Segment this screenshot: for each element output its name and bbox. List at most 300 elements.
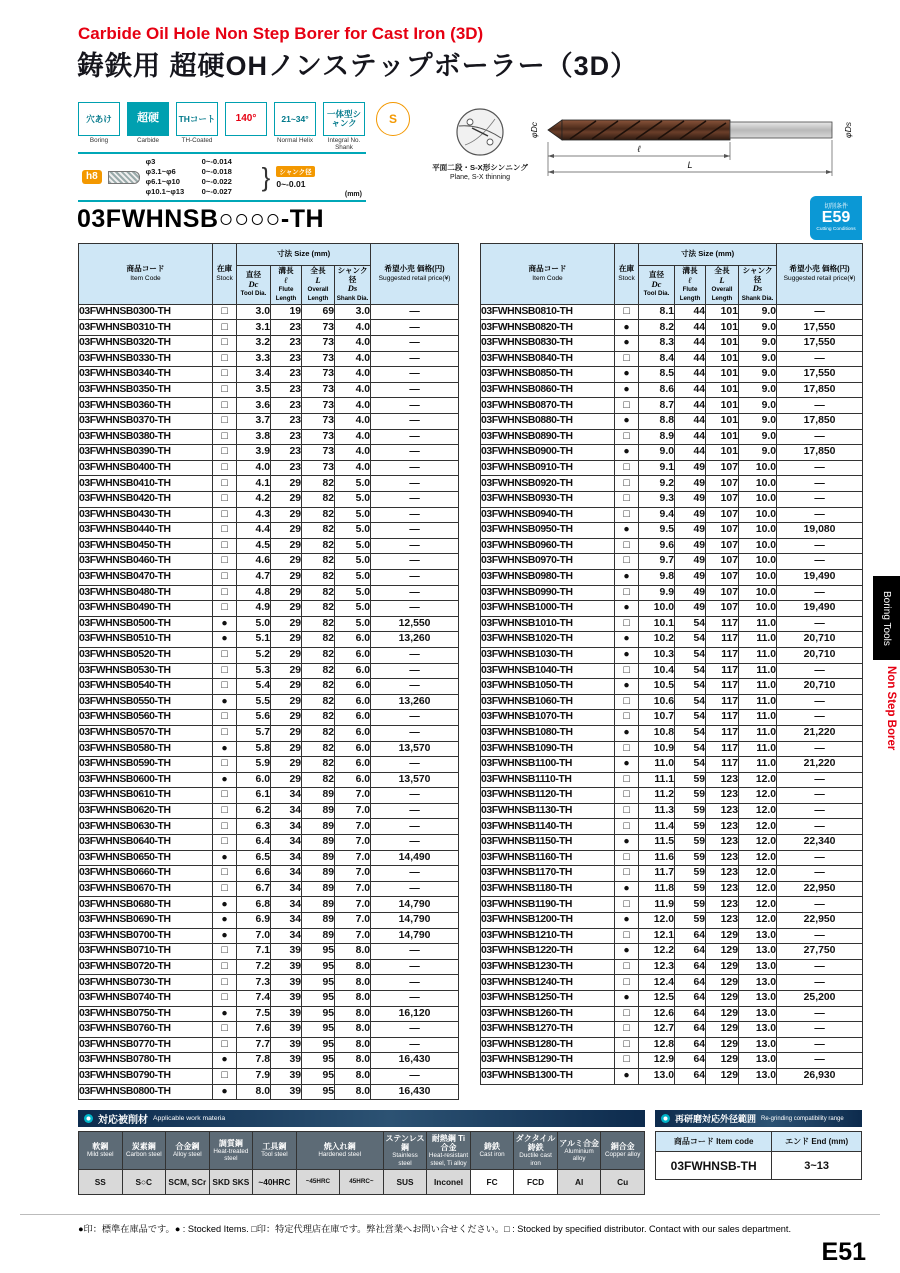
tolerance-value: 0~-0.014 — [201, 157, 232, 166]
cell-overall-length: 123 — [706, 850, 739, 866]
cell-flute-length: 29 — [271, 632, 302, 648]
cell-price: — — [777, 959, 863, 975]
col-header-price: 希望小売 価格(円) Suggested retail price(¥) — [371, 244, 459, 305]
cell-stock: □ — [213, 523, 237, 539]
work-material-bar-title-en: Applicable work materia — [153, 1115, 226, 1122]
cell-shank-dia: 6.0 — [335, 772, 371, 788]
cell-item-code: 03FWHNSB1280-TH — [481, 1037, 615, 1053]
cell-overall-length: 107 — [706, 538, 739, 554]
table-row — [481, 757, 863, 773]
cell-tool-dia: 11.5 — [639, 835, 675, 851]
cell-shank-dia: 11.0 — [739, 694, 777, 710]
cell-item-code: 03FWHNSB1040-TH — [481, 663, 615, 679]
cell-tool-dia: 8.4 — [639, 351, 675, 367]
cell-flute-length: 59 — [675, 850, 706, 866]
regrind-bar-title-ja: 再研磨対応外径範囲 — [675, 1114, 757, 1124]
cell-overall-length: 107 — [706, 523, 739, 539]
cell-shank-dia: 4.0 — [335, 367, 371, 383]
cell-overall-length: 117 — [706, 663, 739, 679]
cell-shank-dia: 9.0 — [739, 414, 777, 430]
cell-shank-dia: 5.0 — [335, 507, 371, 523]
cell-tool-dia: 9.7 — [639, 554, 675, 570]
table-row — [481, 460, 863, 476]
cell-shank-dia: 9.0 — [739, 336, 777, 352]
cell-overall-length: 123 — [706, 819, 739, 835]
cell-tool-dia: 8.9 — [639, 429, 675, 445]
cell-shank-dia: 6.0 — [335, 632, 371, 648]
cell-flute-length: 23 — [271, 336, 302, 352]
cell-item-code: 03FWHNSB1100-TH — [481, 757, 615, 773]
cell-price: 17,850 — [777, 382, 863, 398]
table-row — [79, 897, 459, 913]
material-header-cell — [470, 1132, 514, 1170]
material-name-en: Hardened steel — [318, 1151, 362, 1159]
cell-overall-length: 123 — [706, 835, 739, 851]
cell-tool-dia: 9.3 — [639, 492, 675, 508]
cell-price: 22,950 — [777, 913, 863, 929]
table-row — [79, 850, 459, 866]
cell-tool-dia: 12.5 — [639, 991, 675, 1007]
cell-item-code: 03FWHNSB0450-TH — [79, 538, 213, 554]
cell-item-code: 03FWHNSB0400-TH — [79, 460, 213, 476]
cell-shank-dia: 4.0 — [335, 445, 371, 461]
spec-icon-box: 穴あけ — [78, 102, 120, 136]
cell-tool-dia: 11.4 — [639, 819, 675, 835]
col-header-item-code: 商品コード Item Code — [79, 244, 213, 305]
cell-flute-length: 44 — [675, 414, 706, 430]
cell-shank-dia: 8.0 — [335, 1084, 371, 1100]
cell-flute-length: 29 — [271, 523, 302, 539]
material-name-ja: 工具鋼 — [262, 1142, 287, 1152]
cell-flute-length: 64 — [675, 991, 706, 1007]
side-tab-non-step-borer: Non Step Borer — [885, 666, 897, 751]
cell-flute-length: 23 — [271, 445, 302, 461]
cell-stock: ● — [615, 725, 639, 741]
cell-overall-length: 129 — [706, 991, 739, 1007]
cell-stock: □ — [615, 803, 639, 819]
work-material-section-bar — [78, 1110, 645, 1127]
cell-overall-length: 95 — [302, 991, 335, 1007]
cell-shank-dia: 5.0 — [335, 616, 371, 632]
regrind-code-cell: 03FWHNSB-TH — [656, 1152, 772, 1180]
table-row — [481, 1068, 863, 1084]
model-code-heading: 03FWHNSB○○○○-TH — [77, 205, 325, 233]
tolerance-value: 0~-0.027 — [201, 187, 232, 196]
material-name-ja: 調質鋼 — [218, 1138, 243, 1148]
cell-shank-dia: 7.0 — [335, 819, 371, 835]
cell-tool-dia: 12.8 — [639, 1037, 675, 1053]
cell-shank-dia: 13.0 — [739, 991, 777, 1007]
cell-stock: ● — [615, 679, 639, 695]
cell-flute-length: 39 — [271, 1068, 302, 1084]
cell-flute-length: 54 — [675, 694, 706, 710]
tolerance-value: 0~-0.018 — [201, 167, 232, 176]
cell-item-code: 03FWHNSB0930-TH — [481, 492, 615, 508]
cell-tool-dia: 6.6 — [237, 866, 271, 882]
cell-tool-dia: 11.3 — [639, 803, 675, 819]
table-row — [481, 694, 863, 710]
cell-item-code: 03FWHNSB0500-TH — [79, 616, 213, 632]
cell-item-code: 03FWHNSB1000-TH — [481, 601, 615, 617]
table-row — [481, 803, 863, 819]
cell-overall-length: 107 — [706, 585, 739, 601]
cell-flute-length: 29 — [271, 772, 302, 788]
cell-item-code: 03FWHNSB0510-TH — [79, 632, 213, 648]
cell-flute-length: 29 — [271, 492, 302, 508]
cell-item-code: 03FWHNSB0670-TH — [79, 881, 213, 897]
tolerance-table — [146, 157, 256, 197]
table-row — [481, 944, 863, 960]
cell-price: — — [371, 757, 459, 773]
cell-item-code: 03FWHNSB0600-TH — [79, 772, 213, 788]
cell-item-code: 03FWHNSB1020-TH — [481, 632, 615, 648]
table-row — [481, 367, 863, 383]
cell-tool-dia: 8.7 — [639, 398, 675, 414]
cell-price: — — [371, 788, 459, 804]
material-value-cell: Inconel — [427, 1169, 471, 1194]
material-name-ja: 耐熱鋼 Ti合金 — [431, 1134, 466, 1153]
cell-tool-dia: 8.3 — [639, 336, 675, 352]
cell-overall-length: 89 — [302, 788, 335, 804]
cell-price: — — [371, 460, 459, 476]
ds-label: φDs — [843, 122, 853, 138]
cell-flute-length: 23 — [271, 382, 302, 398]
spec-icon-caption: Carbide — [136, 137, 160, 144]
material-value-cell: Cu — [601, 1169, 645, 1194]
cell-stock: □ — [213, 663, 237, 679]
table-row — [481, 897, 863, 913]
cell-stock: □ — [615, 663, 639, 679]
material-value-cell: ~40HRC — [253, 1169, 297, 1194]
cell-stock: □ — [213, 336, 237, 352]
cell-tool-dia: 6.8 — [237, 897, 271, 913]
cell-price: — — [777, 803, 863, 819]
cell-overall-length: 107 — [706, 507, 739, 523]
cell-tool-dia: 11.0 — [639, 757, 675, 773]
cell-tool-dia: 8.8 — [639, 414, 675, 430]
cell-price: — — [777, 492, 863, 508]
cell-tool-dia: 4.8 — [237, 585, 271, 601]
product-table-right — [480, 243, 862, 1085]
cell-overall-length: 82 — [302, 757, 335, 773]
cell-flute-length: 64 — [675, 1022, 706, 1038]
material-value-cell: FCD — [514, 1169, 558, 1194]
table-row — [481, 507, 863, 523]
table-row — [481, 1022, 863, 1038]
table-row — [79, 835, 459, 851]
table-row — [481, 772, 863, 788]
spec-icon-row — [78, 102, 414, 152]
cell-price: — — [777, 351, 863, 367]
cell-stock: ● — [213, 694, 237, 710]
cell-price: — — [777, 897, 863, 913]
cell-price: 19,080 — [777, 523, 863, 539]
cell-item-code: 03FWHNSB1120-TH — [481, 788, 615, 804]
cell-item-code: 03FWHNSB1030-TH — [481, 647, 615, 663]
table-row — [79, 866, 459, 882]
cell-overall-length: 73 — [302, 336, 335, 352]
table-row — [481, 398, 863, 414]
cell-overall-length: 123 — [706, 788, 739, 804]
cell-stock: ● — [615, 569, 639, 585]
cell-overall-length: 82 — [302, 492, 335, 508]
col-header-flute: 溝長 ℓ Flute Length — [675, 266, 706, 305]
cell-overall-length: 82 — [302, 772, 335, 788]
cell-overall-length: 95 — [302, 1084, 335, 1100]
table-row — [79, 1068, 459, 1084]
cell-price: — — [371, 367, 459, 383]
cell-flute-length: 54 — [675, 663, 706, 679]
shank-tolerance — [276, 166, 314, 189]
cell-price: 13,260 — [371, 694, 459, 710]
cell-shank-dia: 6.0 — [335, 710, 371, 726]
table-row — [481, 959, 863, 975]
cell-price: — — [777, 1053, 863, 1069]
cell-price: — — [371, 445, 459, 461]
table-row — [79, 1084, 459, 1100]
table-row — [481, 788, 863, 804]
cell-item-code: 03FWHNSB0310-TH — [79, 320, 213, 336]
cell-item-code: 03FWHNSB1140-TH — [481, 819, 615, 835]
spec-icon-box: 21~34° — [274, 102, 316, 136]
cell-overall-length: 73 — [302, 414, 335, 430]
cell-overall-length: 95 — [302, 944, 335, 960]
cell-tool-dia: 4.3 — [237, 507, 271, 523]
cell-price: 17,550 — [777, 367, 863, 383]
cell-flute-length: 23 — [271, 398, 302, 414]
cell-flute-length: 29 — [271, 663, 302, 679]
cell-shank-dia: 6.0 — [335, 725, 371, 741]
tolerance-dia-range: φ3.1~φ6 — [145, 167, 176, 176]
cell-price: 13,570 — [371, 741, 459, 757]
cell-overall-length: 82 — [302, 538, 335, 554]
table-row — [79, 367, 459, 383]
col-header-size-group: 寸法 Size (mm) — [639, 244, 777, 266]
thinning-label-ja: 平面二段・S-X形シンニング — [432, 163, 528, 172]
cell-price: — — [777, 928, 863, 944]
cell-item-code: 03FWHNSB0800-TH — [79, 1084, 213, 1100]
cell-tool-dia: 3.5 — [237, 382, 271, 398]
cell-tool-dia: 6.2 — [237, 803, 271, 819]
cell-shank-dia: 5.0 — [335, 601, 371, 617]
cell-tool-dia: 8.0 — [237, 1084, 271, 1100]
cell-item-code: 03FWHNSB0640-TH — [79, 835, 213, 851]
table-row — [481, 1053, 863, 1069]
cell-price: — — [371, 819, 459, 835]
cell-item-code: 03FWHNSB0900-TH — [481, 445, 615, 461]
table-row — [481, 850, 863, 866]
material-header-cell — [209, 1132, 253, 1170]
cell-tool-dia: 6.9 — [237, 913, 271, 929]
cell-tool-dia: 5.2 — [237, 647, 271, 663]
cell-flute-length: 34 — [271, 850, 302, 866]
cell-stock: □ — [615, 772, 639, 788]
cell-stock: □ — [615, 538, 639, 554]
drill-diagram-svg — [420, 100, 865, 198]
cell-tool-dia: 7.9 — [237, 1068, 271, 1084]
cell-item-code: 03FWHNSB0700-TH — [79, 928, 213, 944]
table-row — [79, 928, 459, 944]
cell-tool-dia: 9.1 — [639, 460, 675, 476]
col-header-overall: 全長 L Overall Length — [706, 266, 739, 305]
cell-overall-length: 107 — [706, 554, 739, 570]
table-row — [481, 492, 863, 508]
cell-shank-dia: 12.0 — [739, 772, 777, 788]
cell-stock: ● — [615, 320, 639, 336]
regrind-table — [655, 1131, 862, 1180]
cell-shank-dia: 4.0 — [335, 351, 371, 367]
cell-flute-length: 34 — [271, 913, 302, 929]
cell-shank-dia: 9.0 — [739, 304, 777, 320]
cell-flute-length: 49 — [675, 585, 706, 601]
cell-flute-length: 29 — [271, 554, 302, 570]
cell-overall-length: 82 — [302, 616, 335, 632]
cell-price: — — [777, 304, 863, 320]
cell-overall-length: 117 — [706, 741, 739, 757]
cell-item-code: 03FWHNSB0710-TH — [79, 944, 213, 960]
material-header-cell — [296, 1132, 383, 1170]
cell-overall-length: 89 — [302, 866, 335, 882]
cell-overall-length: 89 — [302, 835, 335, 851]
tolerance-dia-range: φ3 — [145, 157, 156, 166]
cell-price: — — [777, 429, 863, 445]
cell-shank-dia: 10.0 — [739, 492, 777, 508]
cell-tool-dia: 4.5 — [237, 538, 271, 554]
col-header-shank: シャンク径 Ds Shank Dia. — [739, 266, 777, 305]
cell-stock: □ — [213, 304, 237, 320]
cell-price: 25,200 — [777, 991, 863, 1007]
cell-item-code: 03FWHNSB0820-TH — [481, 320, 615, 336]
cell-overall-length: 95 — [302, 1037, 335, 1053]
cell-overall-length: 73 — [302, 460, 335, 476]
material-name-en: Ductile cast iron — [519, 1152, 552, 1167]
tolerance-unit: (mm) — [344, 191, 362, 198]
cell-shank-dia: 8.0 — [335, 1006, 371, 1022]
table-row — [79, 585, 459, 601]
cell-stock: □ — [615, 1037, 639, 1053]
material-name-en: Mild steel — [86, 1151, 114, 1159]
cell-overall-length: 117 — [706, 757, 739, 773]
tolerance-box — [78, 152, 366, 202]
cell-flute-length: 29 — [271, 601, 302, 617]
cell-shank-dia: 12.0 — [739, 881, 777, 897]
col-header-price: 希望小売 価格(円) Suggested retail price(¥) — [777, 244, 863, 305]
cell-overall-length: 89 — [302, 913, 335, 929]
cell-flute-length: 44 — [675, 445, 706, 461]
spec-icon-Integral No. Shank — [323, 102, 365, 152]
table-row — [481, 445, 863, 461]
cell-stock: ● — [213, 616, 237, 632]
col-header-size-group: 寸法 Size (mm) — [237, 244, 371, 266]
cell-shank-dia: 9.0 — [739, 351, 777, 367]
material-name-en: Heat-resistant steel, Ti alloy — [428, 1152, 469, 1167]
cell-stock: □ — [615, 694, 639, 710]
material-name-ja: 軟鋼 — [92, 1142, 109, 1152]
cell-stock: □ — [615, 460, 639, 476]
table-row — [79, 725, 459, 741]
cell-overall-length: 73 — [302, 398, 335, 414]
cell-stock: □ — [213, 1037, 237, 1053]
cell-price: 12,550 — [371, 616, 459, 632]
cell-item-code: 03FWHNSB0530-TH — [79, 663, 213, 679]
cell-price: 19,490 — [777, 569, 863, 585]
cell-overall-length: 69 — [302, 304, 335, 320]
cell-flute-length: 64 — [675, 1006, 706, 1022]
cell-stock: □ — [615, 1053, 639, 1069]
table-row — [79, 569, 459, 585]
cell-price: — — [371, 959, 459, 975]
cell-item-code: 03FWHNSB0590-TH — [79, 757, 213, 773]
cell-overall-length: 129 — [706, 975, 739, 991]
cell-shank-dia: 7.0 — [335, 850, 371, 866]
cell-flute-length: 59 — [675, 819, 706, 835]
cell-stock: □ — [615, 741, 639, 757]
cell-tool-dia: 11.1 — [639, 772, 675, 788]
material-name-en: Aluminium alloy — [564, 1147, 594, 1163]
table-row — [481, 835, 863, 851]
cell-price: 22,950 — [777, 881, 863, 897]
cell-item-code: 03FWHNSB1260-TH — [481, 1006, 615, 1022]
cell-flute-length: 29 — [271, 585, 302, 601]
cell-item-code: 03FWHNSB0990-TH — [481, 585, 615, 601]
cell-flute-length: 64 — [675, 1053, 706, 1069]
table-row — [79, 803, 459, 819]
cell-price: — — [777, 507, 863, 523]
cell-price: — — [371, 835, 459, 851]
cell-overall-length: 82 — [302, 647, 335, 663]
cell-flute-length: 49 — [675, 492, 706, 508]
cell-item-code: 03FWHNSB0980-TH — [481, 569, 615, 585]
cell-price: — — [777, 819, 863, 835]
cell-item-code: 03FWHNSB1300-TH — [481, 1068, 615, 1084]
cell-item-code: 03FWHNSB1090-TH — [481, 741, 615, 757]
cell-shank-dia: 13.0 — [739, 1053, 777, 1069]
material-name-ja: 合金鋼 — [175, 1142, 200, 1152]
material-name-ja: アルミ合金 — [559, 1138, 599, 1148]
cell-shank-dia: 5.0 — [335, 476, 371, 492]
cell-flute-length: 54 — [675, 616, 706, 632]
cell-price: — — [371, 569, 459, 585]
cell-tool-dia: 7.1 — [237, 944, 271, 960]
thinning-label-en: Plane, S-X thinning — [450, 174, 510, 181]
cell-stock: ● — [213, 1006, 237, 1022]
table-row — [79, 959, 459, 975]
cell-price: — — [371, 523, 459, 539]
cell-item-code: 03FWHNSB0480-TH — [79, 585, 213, 601]
cell-item-code: 03FWHNSB1080-TH — [481, 725, 615, 741]
table-row — [79, 1006, 459, 1022]
cell-flute-length: 59 — [675, 897, 706, 913]
table-row — [79, 1022, 459, 1038]
table-row — [481, 632, 863, 648]
cell-shank-dia: 9.0 — [739, 382, 777, 398]
table-row — [79, 647, 459, 663]
cell-flute-length: 29 — [271, 710, 302, 726]
cell-tool-dia: 11.6 — [639, 850, 675, 866]
material-name-en: Alloy steel — [172, 1151, 202, 1159]
cell-flute-length: 23 — [271, 320, 302, 336]
work-material-bar-title-ja: 対応被削材 — [98, 1115, 148, 1126]
table-row — [481, 336, 863, 352]
cell-flute-length: 44 — [675, 398, 706, 414]
cell-overall-length: 95 — [302, 1006, 335, 1022]
spec-icon-box: THコート — [176, 102, 218, 136]
table-row — [481, 523, 863, 539]
cell-tool-dia: 7.8 — [237, 1053, 271, 1069]
material-header-cell — [79, 1132, 123, 1170]
cell-item-code: 03FWHNSB0860-TH — [481, 382, 615, 398]
cell-price: — — [777, 694, 863, 710]
